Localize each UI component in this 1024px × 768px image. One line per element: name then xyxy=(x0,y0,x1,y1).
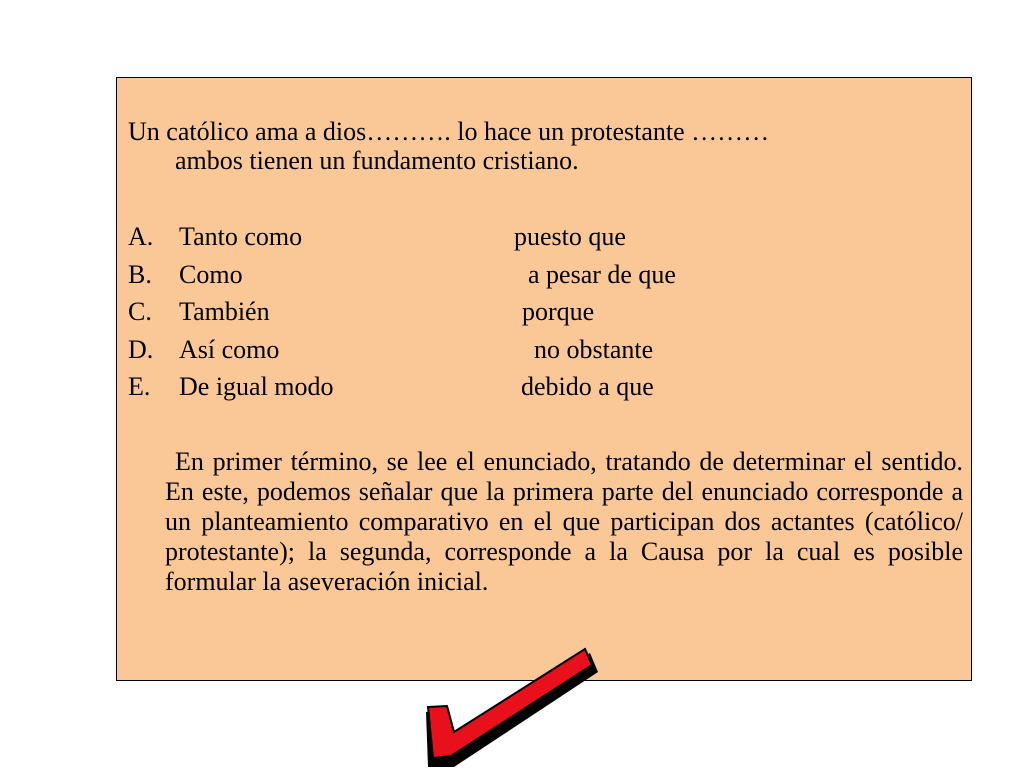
option-letter: A. xyxy=(128,222,154,251)
option-first-connector: También xyxy=(179,297,270,326)
option-first-connector: Como xyxy=(179,259,243,289)
question-line-1: Un católico ama a dios………. lo hace un protestante ……… xyxy=(128,117,770,146)
option-letter: B. xyxy=(128,259,152,289)
option-first-connector: De igual modo xyxy=(179,372,334,401)
option-second-connector: porque xyxy=(522,297,595,326)
option-second-connector: no obstante xyxy=(534,334,654,364)
explanation-paragraph: En primer término, se lee el enunciado, tratando de determinar el sentido. En este, podemos señalar que la primera parte del enunciado corresponde a un planteamiento comparativo en el que participan dos actantes (católico/ protestante); la segunda, corresponde a la Causa por la cual es posible formular la aseveración inicial. xyxy=(165,447,963,596)
checkmark-front xyxy=(428,649,592,758)
option-letter: E. xyxy=(128,372,151,401)
checkmark-icon xyxy=(420,646,600,768)
question-line-2: ambos tienen un fundamento cristiano. xyxy=(175,146,579,175)
option-second-connector: debido a que xyxy=(521,372,654,401)
option-letter: D. xyxy=(128,334,154,364)
option-second-connector: a pesar de que xyxy=(528,259,676,289)
option-letter: C. xyxy=(128,297,152,326)
option-first-connector: Tanto como xyxy=(179,222,303,251)
option-first-connector: Así como xyxy=(179,334,280,364)
question-text xyxy=(128,117,948,175)
option-second-connector: puesto que xyxy=(514,222,626,251)
